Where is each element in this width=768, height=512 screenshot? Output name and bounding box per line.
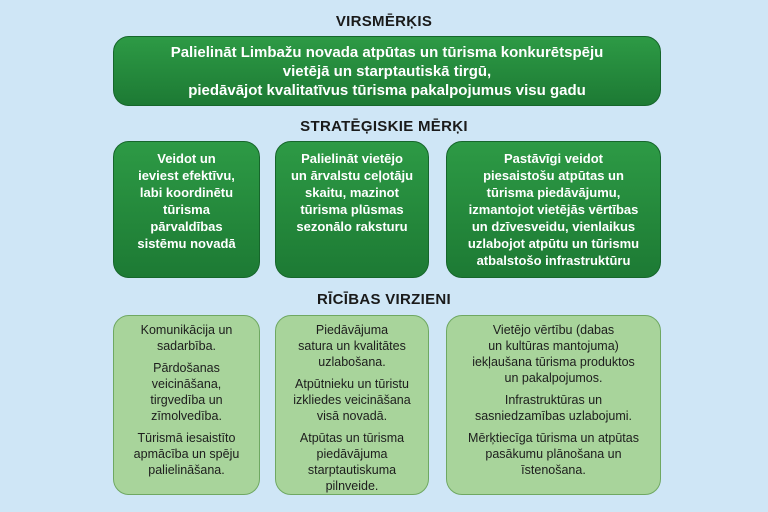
goal-line: ieviest efektīvu, [138,168,235,183]
action-line: iekļaušana tūrisma produktos [472,355,635,369]
action-directions-heading: RĪCĪBAS VIRZIENI [317,291,451,308]
action-item [475,392,632,424]
vision-heading: VIRSMĒRĶIS [335,13,433,30]
action-line: Atpūtas un tūrisma [299,431,405,445]
goal-line: tūrisma [163,202,210,217]
action-line: piedāvājuma [316,447,388,461]
strategic-goals-heading: STRATĒĢISKIE MĒRĶI [300,118,468,135]
goal-line: Pastāvīgi veidot [504,151,603,166]
action-item [141,322,233,354]
action-line: veicināšana, [151,377,222,391]
goal-line: un ārvalstu ceļotāju [290,168,414,183]
action-line: Mērķtiecīga tūrisma un atpūtas [468,431,639,445]
goal-line: atbalstošo infrastruktūru [476,253,631,268]
strategic-goal-1 [113,141,260,278]
goal-line: izmantojot vietējās vērtības [468,202,639,217]
action-item [472,322,635,386]
action-line: starptautiskuma [307,463,397,477]
action-line: pasākumu plānošana un [485,447,622,461]
action-direction-1 [113,315,260,495]
action-line: visā novadā. [316,409,388,423]
vision-line: vietējā un starptautiskā tirgū, [282,62,492,80]
action-direction-2 [275,315,429,495]
goal-line: Veidot un [157,151,216,166]
goal-line: tūrisma piedāvājumu, [486,185,621,200]
action-item [468,430,639,478]
goal-line: pārvaldības [150,219,223,234]
action-line: sasniedzamības uzlabojumi. [474,409,633,423]
vision-box [113,36,661,106]
goal-line: skaitu, mazinot [305,185,399,200]
action-line: sadarbība. [156,339,217,353]
action-item [300,430,404,494]
strategic-goal-3 [446,141,661,278]
goal-line: Palielināt vietējo [301,151,403,166]
goal-line: piesaistošu atpūtas un [483,168,624,183]
action-line: Tūrismā iesaistīto [137,431,236,445]
action-line: apmācība un spēju [133,447,240,461]
action-direction-3 [446,315,661,495]
action-line: palielināšana. [148,463,225,477]
action-line: un pakalpojumos. [504,371,603,385]
action-line: Komunikācija un [140,323,233,337]
action-item [293,376,410,424]
goal-line: tūrisma plūsmas [300,202,404,217]
action-line: zīmolvedība. [151,409,222,423]
action-line: Vietējo vērtību (dabas [492,323,615,337]
action-line: pilnveide. [325,479,379,493]
action-line: un kultūras mantojuma) [488,339,619,353]
goal-line: sezonālo raksturu [296,219,408,234]
goal-line: un dzīvesveidu, vienlaikus [471,219,636,234]
action-line: īstenošana. [521,463,586,477]
action-line: uzlabošana. [318,355,386,369]
vision-line: piedāvājot kvalitatīvus tūrisma pakalpojumus visu gadu [188,81,586,99]
vision-line: Palielināt Limbažu novada atpūtas un tūrisma konkurētspēju [170,43,604,61]
action-line: Piedāvājuma [315,323,389,337]
goal-line: uzlabojot atpūtu un tūrismu [467,236,640,251]
goal-line: sistēmu novadā [137,236,236,251]
strategic-goal-2 [275,141,429,278]
action-line: Infrastruktūras un [504,393,603,407]
action-item [298,322,406,370]
action-line: tirgvedība un [150,393,223,407]
action-line: Atpūtnieku un tūristu [295,377,409,391]
action-item [134,430,240,478]
action-line: izkliedes veicināšana [293,393,411,407]
action-line: satura un kvalitātes [298,339,406,353]
goal-line: labi koordinētu [139,185,234,200]
action-line: Pārdošanas [153,361,220,375]
action-item [150,360,222,424]
